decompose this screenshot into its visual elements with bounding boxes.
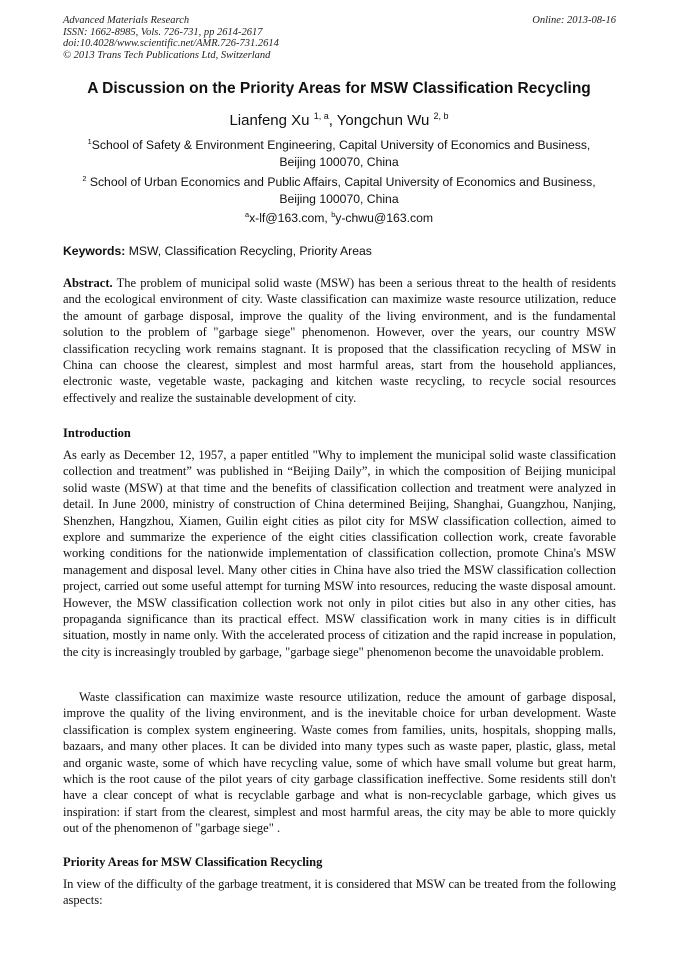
author-1-affil: 1, a	[313, 111, 329, 121]
affiliation-2-mark: 2	[82, 173, 87, 183]
paper-title: A Discussion on the Priority Areas for MSW Classification Recycling	[87, 80, 591, 97]
email-a: x-lf@163.com,	[249, 211, 332, 225]
keywords	[63, 244, 616, 258]
author-line	[40, 112, 638, 129]
affiliation-2-text: School of Urban Economics and Public Affairs, Capital University of Economics and Business, Beijing 100070, China	[89, 175, 596, 206]
keywords-label: Keywords:	[63, 244, 126, 258]
author-1: Lianfeng Xu	[229, 112, 310, 129]
introduction-paragraph-1: As early as December 12, 1957, a paper entitled "Why to implement the municipal solid waste classification collection and treatment” was published in “Beijing Daily”, in which the composition of Beijing municipal solid waste (MSW) at that time and the benefits of classification collection and treatment were analyzed in detail. In June 2000, ministry of construction of China determined Beijing, Shanghai, Guangzhou, Nanjing, Shenzhen, Hangzhou, Xiamen, Guilin eight cities as pilot city for MSW classification collection, aimed to explore and summarize the experience of the eight cities classification collection work, create favorable working conditions for the nationwide implementation of classification collection, promote China's MSW management and disposal level. Many other cities in China have also tried the MSW classification collection project, carried out some useful attempt for turning MSW into resources, reducing the waste disposal amount. However, the MSW classification collection work not only in pilot cities but also in any other cities, has propaganda significance than its practical effect. MSW classification work in many cities is in difficult situation, mostly in name only. With the accelerated process of citization and the rapid increase in population, the city is increasingly troubled by garbage, "garbage siege" phenomenon become the unavoidable problem.	[63, 448, 616, 659]
author-separator: ,	[328, 112, 337, 129]
author-2: Yongchun Wu	[336, 112, 430, 129]
keywords-text: MSW, Classification Recycling, Priority Areas	[125, 244, 372, 258]
online-date: Online: 2013-08-16	[532, 15, 616, 26]
abstract-label: Abstract.	[63, 276, 113, 290]
email-a-mark: a	[244, 209, 250, 219]
affiliation-1	[70, 137, 608, 171]
priority-paragraph-1: In view of the difficulty of the garbage treatment, it is considered that MSW can be treated from the following aspects:	[63, 877, 616, 908]
author-2-affil: 2, b	[433, 111, 449, 121]
email-line	[40, 211, 638, 225]
abstract	[63, 275, 616, 406]
priority-heading: Priority Areas for MSW Classification Recycling	[63, 855, 323, 869]
affiliation-1-text: School of Safety & Environment Engineering, Capital University of Economics and Business, Beijing 100070, China	[91, 138, 591, 169]
affiliation-2	[70, 174, 608, 208]
introduction-heading: Introduction	[63, 426, 131, 440]
email-b-mark: b	[331, 209, 336, 219]
abstract-text: The problem of municipal solid waste (MSW) has been a serious threat to the health of residents and the ecological environment of city. Waste classification can maximize waste resource utilization, reduce the amount of garbage disposal, improve the quality of the living environment, and is the fundamental solution to the problem of "garbage siege" phenomenon. However, over the years, our country MSW classification recycling work remains stagnant. It is proposed that the classification recycling of MSW in China can choose the clearest, simplest and most harmful areas, start from the household appliances, electronic waste, vegetable waste, packaging and kitchen waste recycling, to recycle social resources effectively and realize the sustainable development of city.	[63, 276, 616, 405]
journal-header	[63, 15, 616, 61]
doi-line: doi:10.4028/www.scientific.net/AMR.726-731.2614	[63, 38, 279, 49]
copyright-line: © 2013 Trans Tech Publications Ltd, Switzerland	[63, 49, 271, 61]
email-b: y-chwu@163.com	[335, 211, 434, 225]
introduction-paragraph-2: Waste classification can maximize waste resource utilization, reduce the amount of garbage disposal, improve the quality of the living environment, and is the inevitable choice for urban development. Waste classification is complex system engineering. Waste comes from families, units, hospitals, shopping malls, bazaars, and many other places. It can be divided into many types such as waste paper, plastic, glass, metal and organic waste, some of which have recycling value, some of which have small volume but great harm, which is the root cause of the pilot years of city garbage classification ineffective. Some residents still don't have a clear concept of what is recyclable garbage and what is non-recyclable garbage, which gives us inspiration: if start from the clearest, simplest and most harmful areas, the city may be able to more quickly out of the phenomenon of "garbage siege" .	[63, 690, 616, 836]
issn-line: ISSN: 1662-8985, Vols. 726-731, pp 2614-2617	[63, 26, 263, 38]
affiliation-1-mark: 1	[87, 136, 92, 146]
journal-name: Advanced Materials Research	[63, 15, 190, 26]
